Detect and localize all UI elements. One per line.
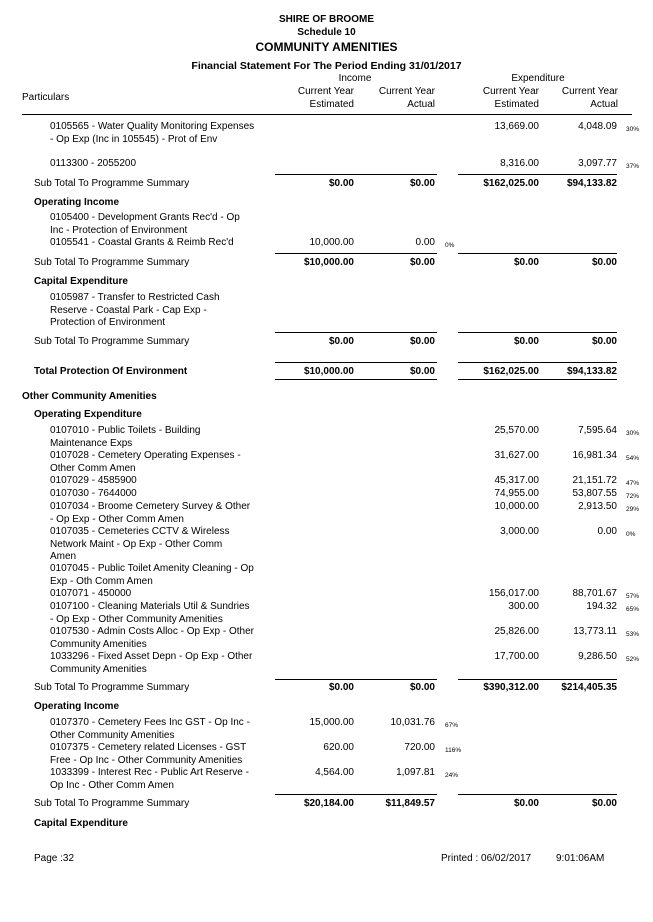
row-exp-estimated: 13,669.00	[494, 121, 539, 132]
row-label: 0107010 - Public Toilets - Building Maintenance Exps	[50, 425, 201, 449]
total-underline-expenditure	[458, 379, 617, 380]
row-inc-estimated: 620.00	[323, 742, 354, 753]
row-exp-pct: 57%	[626, 593, 640, 600]
row-exp-pct: 54%	[626, 455, 640, 462]
row-label: Sub Total To Programme Summary	[34, 682, 190, 693]
row-exp-estimated: 45,317.00	[494, 475, 539, 486]
row-exp-estimated: 17,700.00	[494, 651, 539, 662]
row-exp-estimated: 8,316.00	[500, 158, 539, 169]
total-rule-expenditure	[458, 362, 617, 363]
row-inc-pct: 24%	[445, 772, 459, 779]
col1-header-line2: Estimated	[309, 99, 354, 110]
row-label: 0107035 - Cemeteries CCTV & Wireless Network Maint - Op Exp - Other Comm Amen	[50, 526, 230, 563]
row-exp-pct: 0%	[626, 531, 636, 538]
row-inc-actual: $0.00	[409, 178, 435, 189]
row-inc-estimated: $0.00	[328, 178, 354, 189]
row-inc-actual: $0.00	[409, 682, 435, 693]
row-exp-estimated: $162,025.00	[483, 366, 539, 377]
subtotal-rule-income	[275, 679, 437, 680]
row-label: 1033399 - Interest Rec - Public Art Reserve - Op Inc - Other Comm Amen	[50, 767, 249, 791]
row-label: 0105987 - Transfer to Restricted Cash Reserve - Coastal Park - Cap Exp - Protection of Environment	[50, 292, 220, 329]
row-inc-actual: $0.00	[409, 336, 435, 347]
row-label: Sub Total To Programme Summary	[34, 257, 190, 268]
subtotal-rule-income	[275, 332, 437, 333]
row-exp-actual: 13,773.11	[573, 626, 617, 637]
row-exp-pct: 47%	[626, 480, 640, 487]
income-header: Income	[338, 73, 372, 84]
row-exp-pct: 65%	[626, 606, 640, 613]
row-inc-pct: 0%	[445, 242, 455, 249]
row-exp-estimated: 300.00	[508, 601, 539, 612]
row-label: 0107375 - Cemetery related Licenses - GST Free - Op Inc - Other Community Amenities	[50, 742, 247, 766]
row-exp-actual: 2,913.50	[578, 501, 617, 512]
row-exp-actual: 9,286.50	[578, 651, 617, 662]
col3-header-line1: Current Year	[482, 86, 539, 97]
row-exp-estimated: $0.00	[513, 336, 539, 347]
subtotal-rule-expenditure	[458, 332, 617, 333]
row-inc-estimated: 10,000.00	[309, 237, 354, 248]
printed-date: Printed : 06/02/2017	[441, 853, 532, 864]
row-inc-estimated: $10,000.00	[303, 257, 354, 268]
row-exp-estimated: $390,312.00	[483, 682, 539, 693]
page-number: Page :32	[34, 853, 75, 864]
row-exp-actual: 16,981.34	[572, 450, 617, 461]
row-label: 0105400 - Development Grants Rec'd - Op Inc - Protection of Environment	[50, 212, 240, 236]
particulars-header: Particulars	[22, 92, 70, 103]
row-exp-actual: 0.00	[597, 526, 617, 537]
row-label: 0107370 - Cemetery Fees Inc GST - Op Inc - Other Community Amenities	[50, 717, 250, 741]
row-exp-estimated: 31,627.00	[494, 450, 539, 461]
row-label: 0107530 - Admin Costs Alloc - Op Exp - Other Community Amenities	[50, 626, 254, 650]
printed-time: 9:01:06AM	[556, 853, 605, 864]
total-underline-income	[275, 379, 437, 380]
report-subtitle: Financial Statement For The Period Ending 31/01/2017	[191, 60, 462, 72]
row-inc-actual: 10,031.76	[390, 717, 435, 728]
row-exp-actual: 3,097.77	[578, 158, 617, 169]
row-inc-estimated: 15,000.00	[309, 717, 354, 728]
row-label: 0107071 - 450000	[50, 588, 132, 599]
row-exp-estimated: 156,017.00	[488, 588, 539, 599]
row-inc-actual: $0.00	[409, 366, 435, 377]
subtotal-rule-income	[275, 794, 437, 795]
row-exp-pct: 30%	[626, 126, 640, 133]
org-name: SHIRE OF BROOME	[278, 14, 374, 25]
col3-header-line2: Estimated	[494, 99, 539, 110]
row-label: Sub Total To Programme Summary	[34, 336, 190, 347]
row-label: Total Protection Of Environment	[34, 366, 188, 377]
row-inc-actual: 1,097.81	[396, 767, 435, 778]
row-inc-estimated: $20,184.00	[303, 798, 354, 809]
header-divider	[22, 114, 632, 115]
row-inc-actual: $11,849.57	[385, 798, 435, 809]
row-exp-pct: 30%	[626, 430, 640, 437]
row-exp-estimated: 25,570.00	[494, 425, 539, 436]
total-rule-income	[275, 362, 437, 363]
row-label: 0105565 - Water Quality Monitoring Expenses - Op Exp (Inc in 105545) - Prot of Env	[50, 121, 255, 145]
row-exp-estimated: $0.00	[513, 257, 539, 268]
row-label: 0107100 - Cleaning Materials Util & Sundries - Op Exp - Other Community Amenities	[50, 601, 250, 625]
row-label: 1033296 - Fixed Asset Depn - Op Exp - Other Community Amenities	[50, 651, 253, 675]
subtotal-rule-expenditure	[458, 679, 617, 680]
row-inc-estimated: 4,564.00	[315, 767, 354, 778]
row-exp-actual: 194.32	[586, 601, 617, 612]
row-exp-estimated: $0.00	[513, 798, 539, 809]
subtotal-rule-expenditure	[458, 794, 617, 795]
row-inc-estimated: $0.00	[328, 336, 354, 347]
row-exp-actual: 53,807.55	[572, 488, 617, 499]
row-inc-pct: 67%	[445, 722, 459, 729]
row-inc-actual: 720.00	[404, 742, 435, 753]
row-exp-actual: 21,151.72	[572, 475, 617, 486]
row-label: 0107034 - Broome Cemetery Survey & Other - Op Exp - Other Comm Amen	[50, 501, 251, 525]
row-inc-actual: $0.00	[409, 257, 435, 268]
col2-header-line1: Current Year	[378, 86, 435, 97]
row-inc-estimated: $0.00	[328, 682, 354, 693]
row-exp-actual: $94,133.82	[566, 366, 617, 377]
row-inc-actual: 0.00	[415, 237, 435, 248]
col1-header-line1: Current Year	[297, 86, 354, 97]
row-exp-pct: 72%	[626, 493, 640, 500]
row-inc-estimated: $10,000.00	[303, 366, 354, 377]
row-label: 0107029 - 4585900	[50, 475, 137, 486]
row-inc-pct: 116%	[445, 747, 462, 754]
row-exp-actual: 88,701.67	[572, 588, 617, 599]
col4-header-line2: Actual	[590, 99, 618, 110]
row-exp-actual: 4,048.09	[578, 121, 617, 132]
row-exp-actual: $94,133.82	[566, 178, 617, 189]
row-exp-actual: $0.00	[591, 798, 617, 809]
row-label: 0107045 - Public Toilet Amenity Cleaning - Op Exp - Oth Comm Amen	[50, 563, 254, 587]
row-exp-estimated: 3,000.00	[500, 526, 539, 537]
row-exp-estimated: 74,955.00	[494, 488, 539, 499]
row-exp-actual: $0.00	[591, 257, 617, 268]
row-exp-estimated: $162,025.00	[483, 178, 539, 189]
row-label: Sub Total To Programme Summary	[34, 798, 190, 809]
row-exp-actual: 7,595.64	[578, 425, 617, 436]
row-label: 0105541 - Coastal Grants & Reimb Rec'd	[50, 237, 234, 248]
expenditure-header: Expenditure	[511, 73, 565, 84]
row-exp-actual: $0.00	[591, 336, 617, 347]
col2-header	[335, 85, 435, 111]
row-exp-pct: 37%	[626, 163, 640, 170]
row-label: 0113300 - 2055200	[50, 158, 137, 169]
row-exp-pct: 52%	[626, 656, 640, 663]
row-label: Operating Expenditure	[34, 409, 142, 420]
row-label: Other Community Amenities	[22, 391, 157, 402]
row-label: Capital Expenditure	[34, 818, 128, 829]
row-label: 0107030 - 7644000	[50, 488, 137, 499]
col4-header	[518, 85, 618, 111]
row-label: Operating Income	[34, 197, 120, 208]
subtotal-rule-income	[275, 174, 437, 175]
row-exp-pct: 53%	[626, 631, 640, 638]
col2-header-line2: Actual	[407, 99, 435, 110]
row-label: Capital Expenditure	[34, 276, 128, 287]
row-exp-estimated: 25,826.00	[494, 626, 539, 637]
row-exp-actual: $214,405.35	[561, 682, 617, 693]
col4-header-line1: Current Year	[561, 86, 618, 97]
subtotal-rule-income	[275, 253, 437, 254]
row-label: Sub Total To Programme Summary	[34, 178, 190, 189]
row-label: Operating Income	[34, 701, 120, 712]
row-exp-estimated: 10,000.00	[494, 501, 539, 512]
subtotal-rule-expenditure	[458, 253, 617, 254]
report-title: COMMUNITY AMENITIES	[255, 40, 398, 54]
row-label: 0107028 - Cemetery Operating Expenses - Other Comm Amen	[50, 450, 241, 474]
subtotal-rule-expenditure	[458, 174, 617, 175]
schedule-label: Schedule 10	[297, 27, 356, 38]
row-exp-pct: 29%	[626, 506, 640, 513]
